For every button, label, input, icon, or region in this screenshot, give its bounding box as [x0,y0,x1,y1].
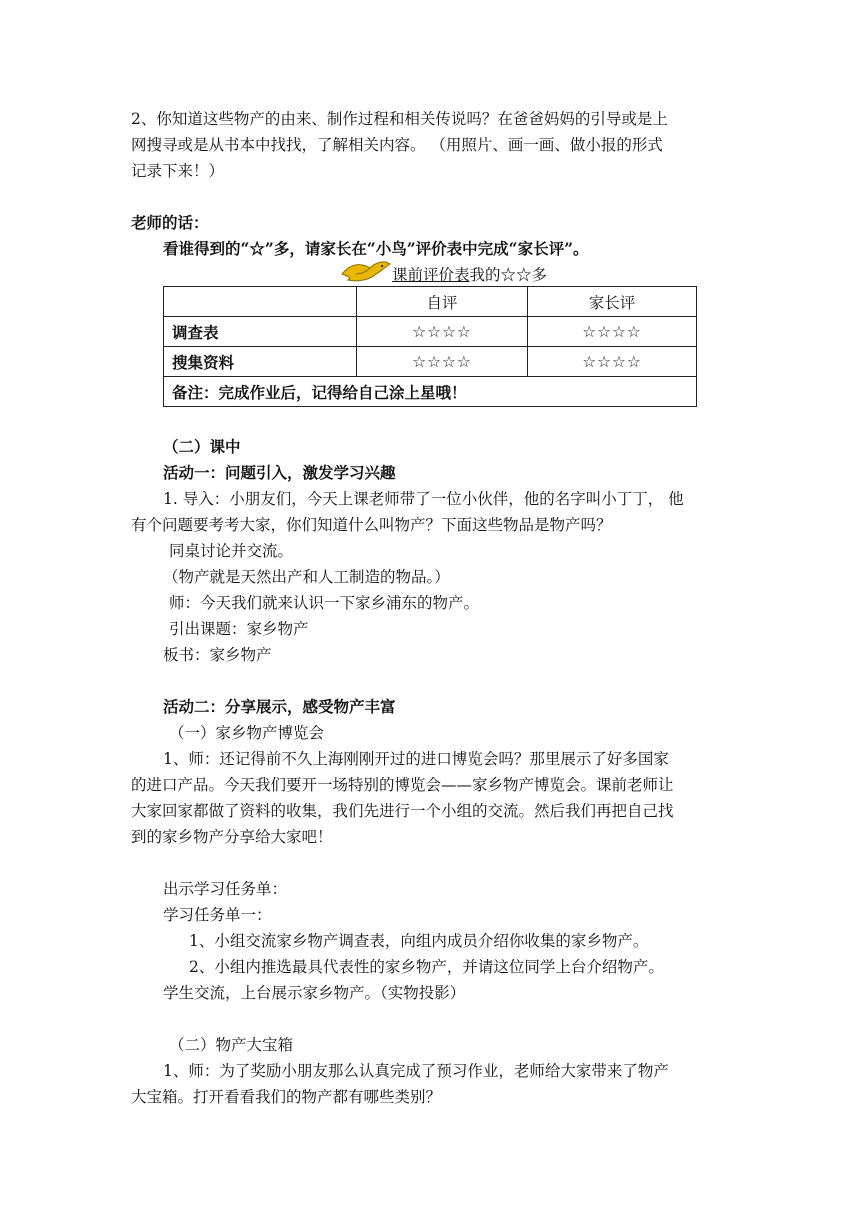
header-cell-parent: 家长评 [528,287,697,317]
header-cell-self: 自评 [357,287,528,317]
table-note-row [164,377,697,407]
activity2-p2-line1: 1、师：为了奖励小朋友那么认真完成了预习作业，老师给大家带来了物产 [163,1062,669,1080]
activity2-sub2: （二）物产大宝箱 [169,1036,294,1054]
self-stars[interactable]: ☆☆☆☆ [357,347,528,377]
intro-line-3: 记录下来！） [131,162,225,180]
yellow-bird-icon [340,258,392,286]
self-stars[interactable]: ☆☆☆☆ [357,317,528,347]
parent-stars[interactable]: ☆☆☆☆ [528,317,697,347]
activity1-title: 活动一：问题引入，激发学习兴趣 [163,463,396,482]
evaluation-title-underlined: 课前评价表 [392,266,470,284]
table-row [164,347,697,377]
activity1-line: 板书：家乡物产 [163,646,272,664]
activity1-line: （物产就是天然出产和人工制造的物品。） [163,568,450,586]
table-header-row [164,287,697,317]
row-label: 搜集资料 [164,347,357,377]
activity2-p2-line2: 大宝箱。打开看看我们的物产都有哪些类别？ [131,1088,442,1106]
section-heading-in-class: （二）课中 [163,437,241,456]
table-row [164,317,697,347]
teacher-words-text: 看谁得到的“☆”多，请家长在“小鸟”评价表中完成“家长评”。 [163,239,589,258]
task-item-1: 1、小组交流家乡物产调查表，向组内成员介绍你收集的家乡物产。 [189,932,649,950]
activity2-p1-line2: 的进口产品。今天我们要开一场特别的博览会——家乡物产博览会。课前老师让 [131,776,674,794]
activity2-p1-line3: 大家回家都做了资料的收集，我们先进行一个小组的交流。然后我们再把自己找 [131,802,674,820]
activity1-line: 同桌讨论并交流。 [169,542,294,560]
activity1-line: 师：今天我们就来认识一下家乡浦东的物产。 [169,594,480,612]
evaluation-title [392,262,547,288]
activity2-p1-line1: 1、师：还记得前不久上海刚刚开过的进口博览会吗？那里展示了好多国家 [163,750,669,768]
activity2-title: 活动二：分享展示，感受物产丰富 [163,697,396,716]
activity2-sub1: （一）家乡物产博览会 [169,724,325,742]
activity1-line: 引出课题：家乡物产 [169,620,309,638]
intro-line-2: 网搜寻或是从书本中找找，了解相关内容。 （用照片、画一画、做小报的形式 [131,136,663,154]
table-note: 备注：完成作业后，记得给自己涂上星哦！ [164,377,697,407]
row-label: 调查表 [164,317,357,347]
task-item-2: 2、小组内推选最具代表性的家乡物产，并请这位同学上台介绍物产。 [189,958,664,976]
parent-stars[interactable]: ☆☆☆☆ [528,347,697,377]
header-cell-empty [164,287,357,317]
activity2-p1-line4: 到的家乡物产分享给大家吧！ [131,828,333,846]
task-intro: 出示学习任务单： [163,880,288,898]
activity1-p1-line2: 有个问题要考考大家，你们知道什么叫物产？下面这些物品是物产吗？ [131,516,612,534]
task-after: 学生交流，上台展示家乡物产。（实物投影） [163,984,466,1002]
teacher-words-heading: 老师的话： [131,213,209,232]
activity1-p1-line1: 1. 导入：小朋友们，今天上课老师带了一位小伙伴，他的名字叫小丁丁， 他 [163,490,684,508]
intro-line-1: 2、你知道这些物产的由来、制作过程和相关传说吗？在爸爸妈妈的引导或是上 [131,110,668,128]
evaluation-title-rest: 我的☆☆多 [469,266,548,284]
evaluation-table [163,286,697,407]
task-title: 学习任务单一： [163,906,272,924]
